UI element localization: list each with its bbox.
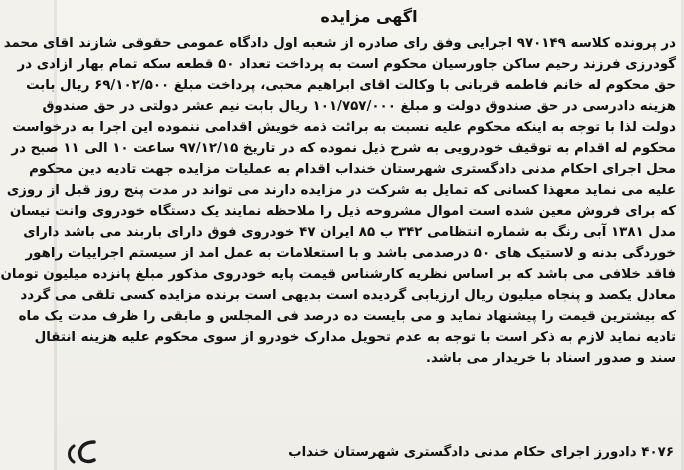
- notice-signature: ۴۰۷۶ دادورز اجرای حکام مدنی دادگستری شهرستان خنداب: [288, 445, 674, 460]
- notice-line: خوردگی بدنه و لاستیک های ۵۰ درصدمی باشد و با استعلامات به عمل امد از سیستم اجراییات راهور: [25, 246, 676, 261]
- notice-line: حق محکوم له خانم فاطمه قربانی با وکالت اقای ابراهیم محبی، پرداخت مبلغ ۶۹/۱۰۲/۵۰۰ ریال بابت: [26, 78, 676, 93]
- notice-line: تادیه نماید لازم به ذکر است با توجه به عدم تحویل مدارک خودرو از سوی محکوم علیه هزینه انتقال: [34, 330, 676, 345]
- notice-line: که برای فروش معین شده است اموال مشروحه ذیل را ملاحظه نمایند یک دستگاه خودروی وانت نیسان: [9, 204, 676, 219]
- notice-line: فاقد خلافی می باشد که بر اساس نظریه کارشناس قیمت پایه خودروی مذکور مبلغ پانزده میلیون تومان: [0, 267, 676, 282]
- stamp-mark-icon: [64, 438, 104, 466]
- notice-line: محل اجرای احکام مدنی دادگستری شهرستان خنداب اقدام به عملیات مزایده جهت تادیه دین محکوم: [29, 162, 676, 177]
- notice-line: هزینه دادرسی در حق صندوق دولت و مبلغ ۱۰۱/۷۵۷/۰۰۰ ریال بابت نیم عشر دولتی در حق صندوق: [42, 99, 676, 114]
- notice-line: مدل ۱۳۸۱ آبی رنگ به شماره انتظامی ۳۴۲ ب ۸۵ ایران ۴۷ خودروی فوق دارای باربند می باشد دارای: [23, 225, 676, 240]
- notice-line: گودرزی فرزند رحیم ساکن جاورسیان محکوم است به پرداخت تعداد ۵۰ قطعه سکه تمام بهار ازادی در: [17, 57, 676, 72]
- notice-line: دولت لذا با توجه به اینکه محکوم علیه نسبت به برائت ذمه خویش اقدامی ننموده این اجرا به درخواست: [12, 120, 676, 135]
- notice-line: سند و صدور اسناد با خریدار می باشد.: [425, 351, 676, 366]
- notice-title: اگهی مزایده: [320, 7, 418, 26]
- notice-line: که بیشترین قیمت را پیشنهاد نماید و می بایست ده درصد فی المجلس و مابقی را ظرف مدت یک ماه: [18, 309, 676, 324]
- notice-line: در پرونده کلاسه ۹۷۰۱۴۹ اجرایی وفق رای صادره از شعبه اول دادگاه عمومی حقوقی شازند اقای محمد: [3, 36, 676, 51]
- notice-line: علیه می نماید معهذا کسانی که تمایل به شرکت در مزایده دارند می تواند در مدت پنج روز قبل از روزی: [6, 183, 676, 198]
- notice-line: محکوم له اقدام به توقیف خودرویی به شرح ذیل نموده که در تاریخ ۹۷/۱۲/۱۵ ساعت ۱۰ الی ۱۱ صبح در: [11, 141, 676, 156]
- notice-line: معادل یکصد و پنجاه میلیون ریال ارزیابی گردیده است بدیهی است برنده مزایده کسی تلقی می گردد: [20, 288, 676, 303]
- notice-body: [0, 33, 676, 369]
